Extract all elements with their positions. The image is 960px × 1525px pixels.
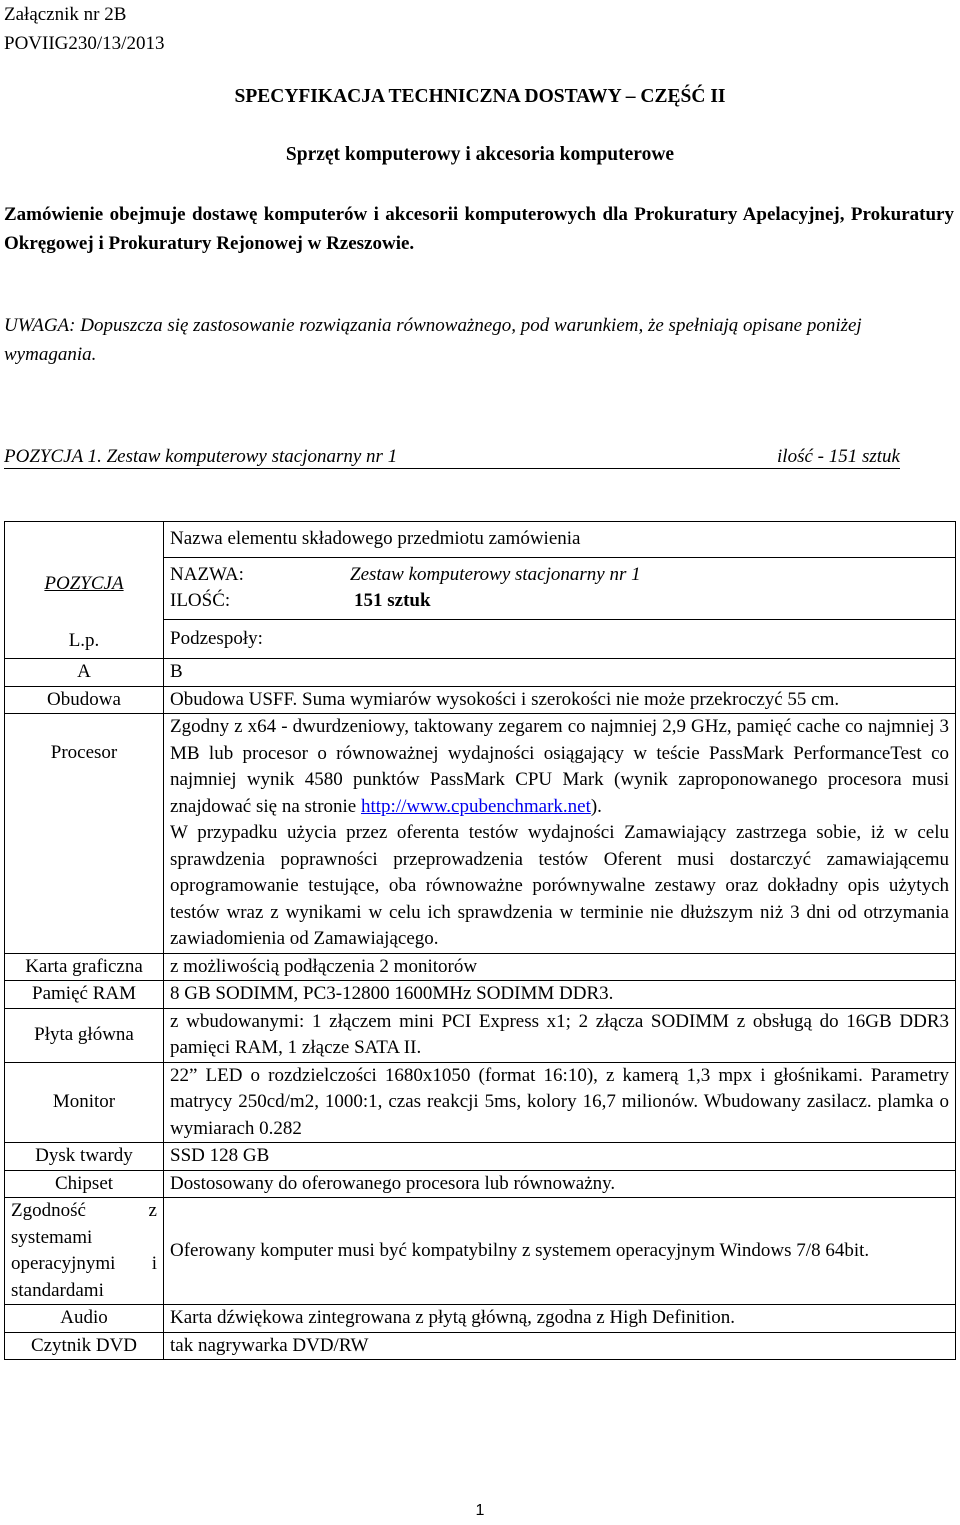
note-paragraph: UWAGA: Dopuszcza się zastosowanie rozwiązania równoważnego, pod warunkiem, że spełniają opisane poniżej wymagania.	[4, 315, 862, 365]
table-row	[5, 659, 956, 687]
table-row	[5, 1305, 956, 1333]
header-name-label: Nazwa elementu składowego przedmiotu zamówienia	[170, 528, 581, 549]
row-key: Płyta główna	[5, 1008, 164, 1062]
row-key: Audio	[5, 1305, 164, 1333]
attachment-label: Załącznik nr 2B	[4, 4, 127, 25]
col-a-cell: A	[5, 659, 164, 687]
row-value: tak nagrywarka DVD/RW	[164, 1332, 956, 1360]
table-row	[5, 686, 956, 714]
name-value: Zestaw komputerowy stacjonarny nr 1	[350, 563, 641, 585]
processor-text: Zgodny z x64 - dwurdzeniowy, taktowany zegarem co najmniej 2,9 GHz, pamięć cache co najmniej 3 MB lub procesor o równoważnej wydajności osiągający w teście PassMark PerformanceTest co najmniej wynik 4580 punktów PassMark CPU Mark (wynik zaproponowanego procesora musi znajdować się na stronie	[170, 716, 949, 817]
row-value: SSD 128 GB	[164, 1143, 956, 1171]
processor-text-end: ).	[590, 795, 602, 817]
cpubenchmark-link[interactable]: http://www.cpubenchmark.net	[360, 795, 591, 817]
qty-key: ILOŚĆ:	[170, 590, 231, 611]
table-row	[5, 1332, 956, 1360]
row-key: Monitor	[5, 1062, 164, 1143]
row-key: Pamięć RAM	[5, 981, 164, 1009]
name-key: NAZWA:	[170, 563, 244, 585]
table-row	[5, 1062, 956, 1143]
row-value-processor	[164, 714, 956, 954]
table-row	[5, 953, 956, 981]
position-line	[4, 446, 900, 472]
col-b-cell: B	[164, 659, 956, 687]
spec-table	[4, 521, 956, 1360]
page-number: 1	[475, 1502, 485, 1519]
document-title: SPECYFIKACJA TECHNICZNA DOSTAWY – CZĘŚĆ II	[234, 86, 726, 107]
row-key: Zgodność z systemami operacyjnymi i standardami	[5, 1198, 164, 1305]
position-quantity: ilość - 151 sztuk	[777, 446, 900, 467]
row-value: 8 GB SODIMM, PC3-12800 1600MHz SODIMM DDR3.	[164, 981, 956, 1009]
row-value: 22” LED o rozdzielczości 1680x1050 (format 16:10), z kamerą 1,3 mpx i głośnikami. Parametry matrycy 250cd/m2, 1000:1, czas reakcji 5ms, kolory 16,7 milionów. Wbudowany zasilacz. plamka o wymiarach 0.282	[164, 1062, 956, 1143]
processor-test-text: W przypadku użycia przez oferenta testów wydajności Zamawiający zastrzega sobie, iż w celu sprawdzenia poprawności przeprowadzenia testów Oferent musi dostarczyć zamawiającemu oprogramowanie testujące, oba równoważne porównywalne zestawy oraz dokładny opis użytych testów wraz z wynikami w celu ich sprawdzenia w terminie nie dłuższym niż 3 dni od otrzymania zawiadomienia od Zamawiającego.	[170, 822, 949, 949]
table-row	[5, 522, 956, 558]
document-subtitle: Sprzęt komputerowy i akcesoria komputerowe	[285, 144, 675, 165]
reference-number: POVIIG230/13/2013	[4, 33, 165, 54]
row-value: z możliwością podłączenia 2 monitorów	[164, 953, 956, 981]
row-key: Karta graficzna	[5, 953, 164, 981]
row-value: Obudowa USFF. Suma wymiarów wysokości i szerokości nie może przekroczyć 55 cm.	[164, 686, 956, 714]
qty-value: 151 sztuk	[354, 590, 431, 611]
table-row	[5, 981, 956, 1009]
position-label: POZYCJA 1. Zestaw komputerowy stacjonarny nr 1	[4, 446, 398, 467]
table-row	[5, 1008, 956, 1062]
document-header	[4, 0, 164, 58]
table-row	[5, 1198, 956, 1305]
table-row	[5, 1170, 956, 1198]
table-row	[5, 1143, 956, 1171]
row-key: Procesor	[5, 714, 164, 954]
parts-cell	[164, 619, 956, 659]
header-pos-label: POZYCJA	[44, 573, 124, 594]
row-key: Czytnik DVD	[5, 1332, 164, 1360]
intro-paragraph: Zamówienie obejmuje dostawę komputerów i akcesorii komputerowych dla Prokuratury Apelacyjnej, Prokuratury Okręgowej i Prokuratury Rejonowej w Rzeszowie.	[4, 204, 954, 254]
row-key: Chipset	[5, 1170, 164, 1198]
parts-label: Podzespoły:	[170, 627, 263, 649]
header-lp-label: L.p.	[68, 629, 100, 651]
row-value: Oferowany komputer musi być kompatybilny z systemem operacyjnym Windows 7/8 64bit.	[164, 1198, 956, 1305]
header-pos-cell	[5, 522, 164, 659]
name-qty-cell	[164, 557, 956, 619]
row-value: z wbudowanymi: 1 złączem mini PCI Express x1; 2 złącza SODIMM z obsługą do 16GB DDR3 pamięci RAM, 1 złącze SATA II.	[164, 1008, 956, 1062]
row-key: Obudowa	[5, 686, 164, 714]
row-value: Dostosowany do oferowanego procesora lub równoważny.	[164, 1170, 956, 1198]
header-name-cell	[164, 522, 956, 558]
table-row	[5, 714, 956, 954]
row-key: Dysk twardy	[5, 1143, 164, 1171]
row-value: Karta dźwiękowa zintegrowana z płytą główną, zgodna z High Definition.	[164, 1305, 956, 1333]
